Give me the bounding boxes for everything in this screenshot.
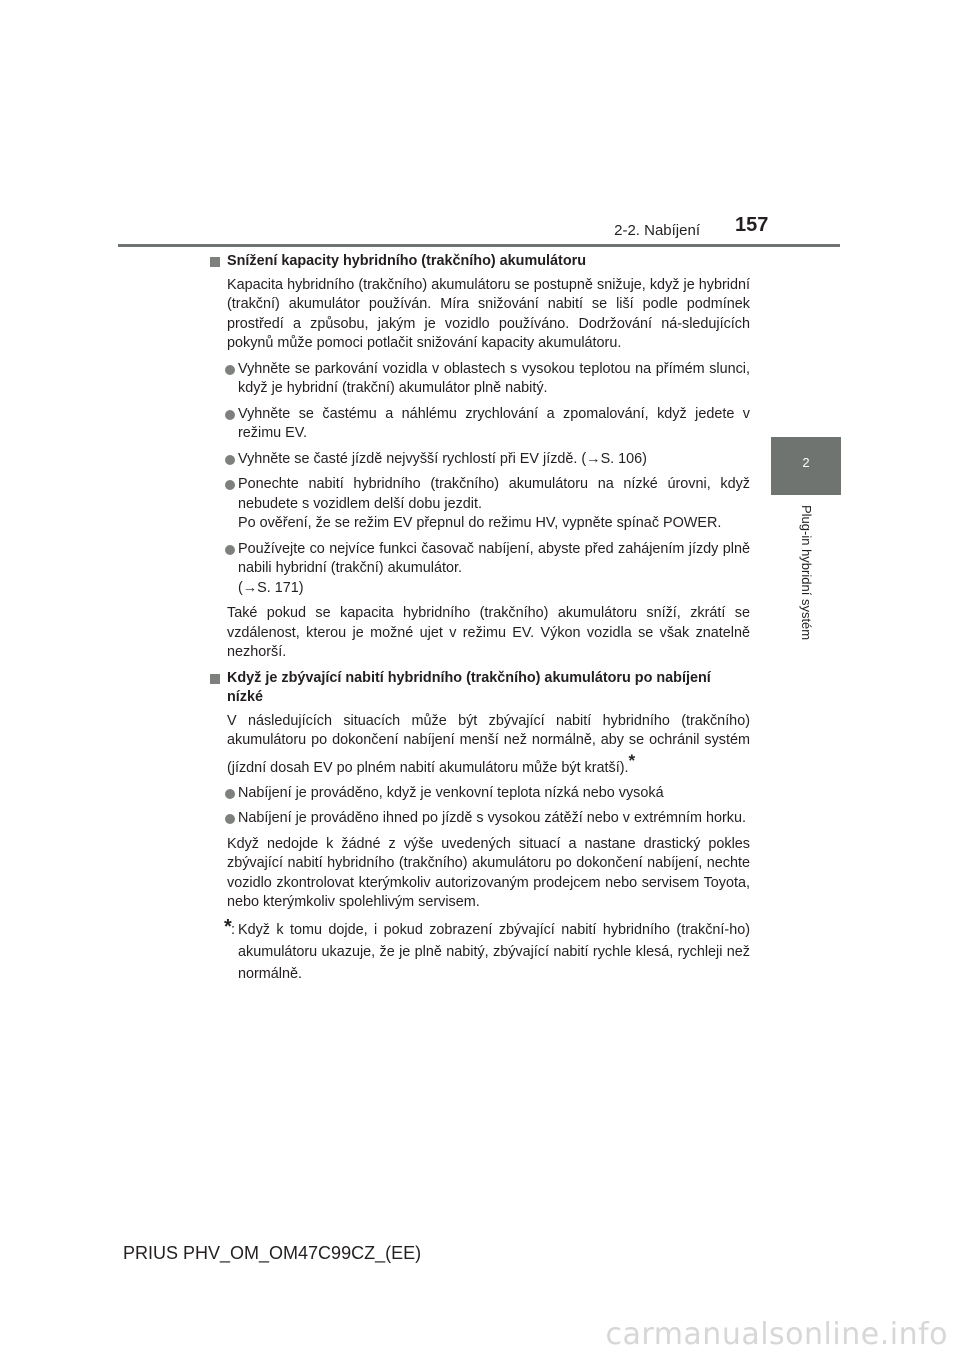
- chapter-tab: [771, 437, 841, 495]
- list-item-text: Vyhněte se časté jízdě nejvyšší rychlostí při EV jízdě. (→S. 106): [238, 450, 647, 467]
- heading-text: Snížení kapacity hybridního (trakčního) akumulátoru: [227, 253, 587, 269]
- round-bullet-icon: [225, 789, 235, 799]
- chapter-number: 2: [802, 455, 810, 470]
- header-divider: [118, 244, 840, 247]
- page-content: [210, 252, 750, 985]
- list-item-text: Nabíjení je prováděno ihned po jízdě s vysokou zátěží nebo v extrémním horku.: [238, 810, 746, 827]
- paragraph: Kapacita hybridního (trakčního) akumulátoru se postupně snižuje, když je hybridní (trakční) akumulátor používán. Míra snižování nabití se liší podle podmínek prostředí a způsobu, jakým je vozidlo používáno. Dodržování ná-sledujících pokynů může pomoci potlačit snižování kapacity akumulátoru.: [227, 276, 750, 351]
- section-heading-capacity: [210, 252, 750, 272]
- section-label: 2-2. Nabíjení: [614, 222, 700, 239]
- list-item: [210, 360, 750, 399]
- section-heading-low-charge: [210, 669, 750, 708]
- list-item: [210, 540, 750, 599]
- list-item-text: Vyhněte se parkování vozidla v oblastech s vysokou teplotou na přímém slunci, když je hybridní (trakční) akumulátor plně nabitý.: [238, 360, 750, 396]
- page-header: [0, 0, 960, 250]
- list-item-text: Ponechte nabití hybridního (trakčního) akumulátoru na nízké úrovni, když nebudete s vozidlem delší dobu jezdit.: [238, 476, 750, 512]
- list-item: [210, 809, 750, 829]
- footnote-text: Když k tomu dojde, i pokud zobrazení zbývající nabití hybridního (trakční-ho) akumulátoru ukazuje, že je plně nabitý, zbývající nabití rychle klesá, rychleji než normálně.: [238, 921, 750, 982]
- round-bullet-icon: [225, 410, 235, 420]
- page-number: 157: [735, 214, 769, 236]
- round-bullet-icon: [225, 480, 235, 490]
- list-item-extra: Po ověření, že se režim EV přepnul do režimu HV, vypněte spínač POWER.: [238, 515, 722, 531]
- footnote-colon: :: [231, 921, 235, 938]
- round-bullet-icon: [225, 365, 235, 375]
- square-bullet-icon: [210, 674, 220, 684]
- square-bullet-icon: [210, 257, 220, 267]
- round-bullet-icon: [225, 814, 235, 824]
- list-item-text: Nabíjení je prováděno, když je venkovní teplota nízká nebo vysoká: [238, 784, 664, 801]
- paragraph-text: V následujících situacích může být zbývající nabití hybridního (trakčního) akumulátoru po dokončení nabíjení menší než normálně, aby se ochránil systém (jízdní dosah EV po plném nabití akumulátoru může být kratší).: [227, 712, 750, 776]
- list-item: [210, 784, 750, 804]
- footnote: [210, 915, 750, 985]
- chapter-side-label: [771, 495, 841, 690]
- round-bullet-icon: [225, 545, 235, 555]
- list-item: [210, 475, 750, 534]
- round-bullet-icon: [225, 455, 235, 465]
- paragraph: Také pokud se kapacita hybridního (trakčního) akumulátoru sníží, zkrátí se vzdálenost, kterou je možné ujet v režimu EV. Výkon vozidla se však znatelně nezhorší.: [227, 605, 750, 660]
- list-item: [210, 450, 750, 470]
- paragraph: Když nedojde k žádné z výše uvedených situací a nastane drastický pokles zbývající nabití hybridního (trakčního) akumulátoru po dokončení nabíjení, nechte vozidlo zkontrolovat kterýmkoliv autorizovaným prodejcem nebo servisem Toyota, nebo kterýmkoliv spolehlivým servisem.: [227, 835, 750, 911]
- list-item-text: Vyhněte se častému a náhlému zrychlování a zpomalování, když jedete v režimu EV.: [238, 405, 750, 441]
- page-reference: (→S. 171): [238, 579, 304, 596]
- heading-text: Když je zbývající nabití hybridního (trakčního) akumulátoru po nabíjení nízké: [227, 669, 711, 705]
- footnote-star: *: [224, 915, 232, 938]
- watermark: carmanualsonline.info: [605, 1317, 948, 1352]
- document-code: PRIUS PHV_OM_OM47C99CZ_(EE): [123, 1243, 422, 1263]
- chapter-title: Plug-in hybridní systém: [799, 505, 814, 641]
- paragraph: [210, 712, 750, 778]
- list-item: [210, 405, 750, 444]
- footnote-marker: *: [628, 750, 636, 770]
- list-item-text: Používejte co nejvíce funkci časovač nabíjení, abyste před zahájením jízdy plně nabili hybridní (trakční) akumulátor.: [238, 540, 750, 576]
